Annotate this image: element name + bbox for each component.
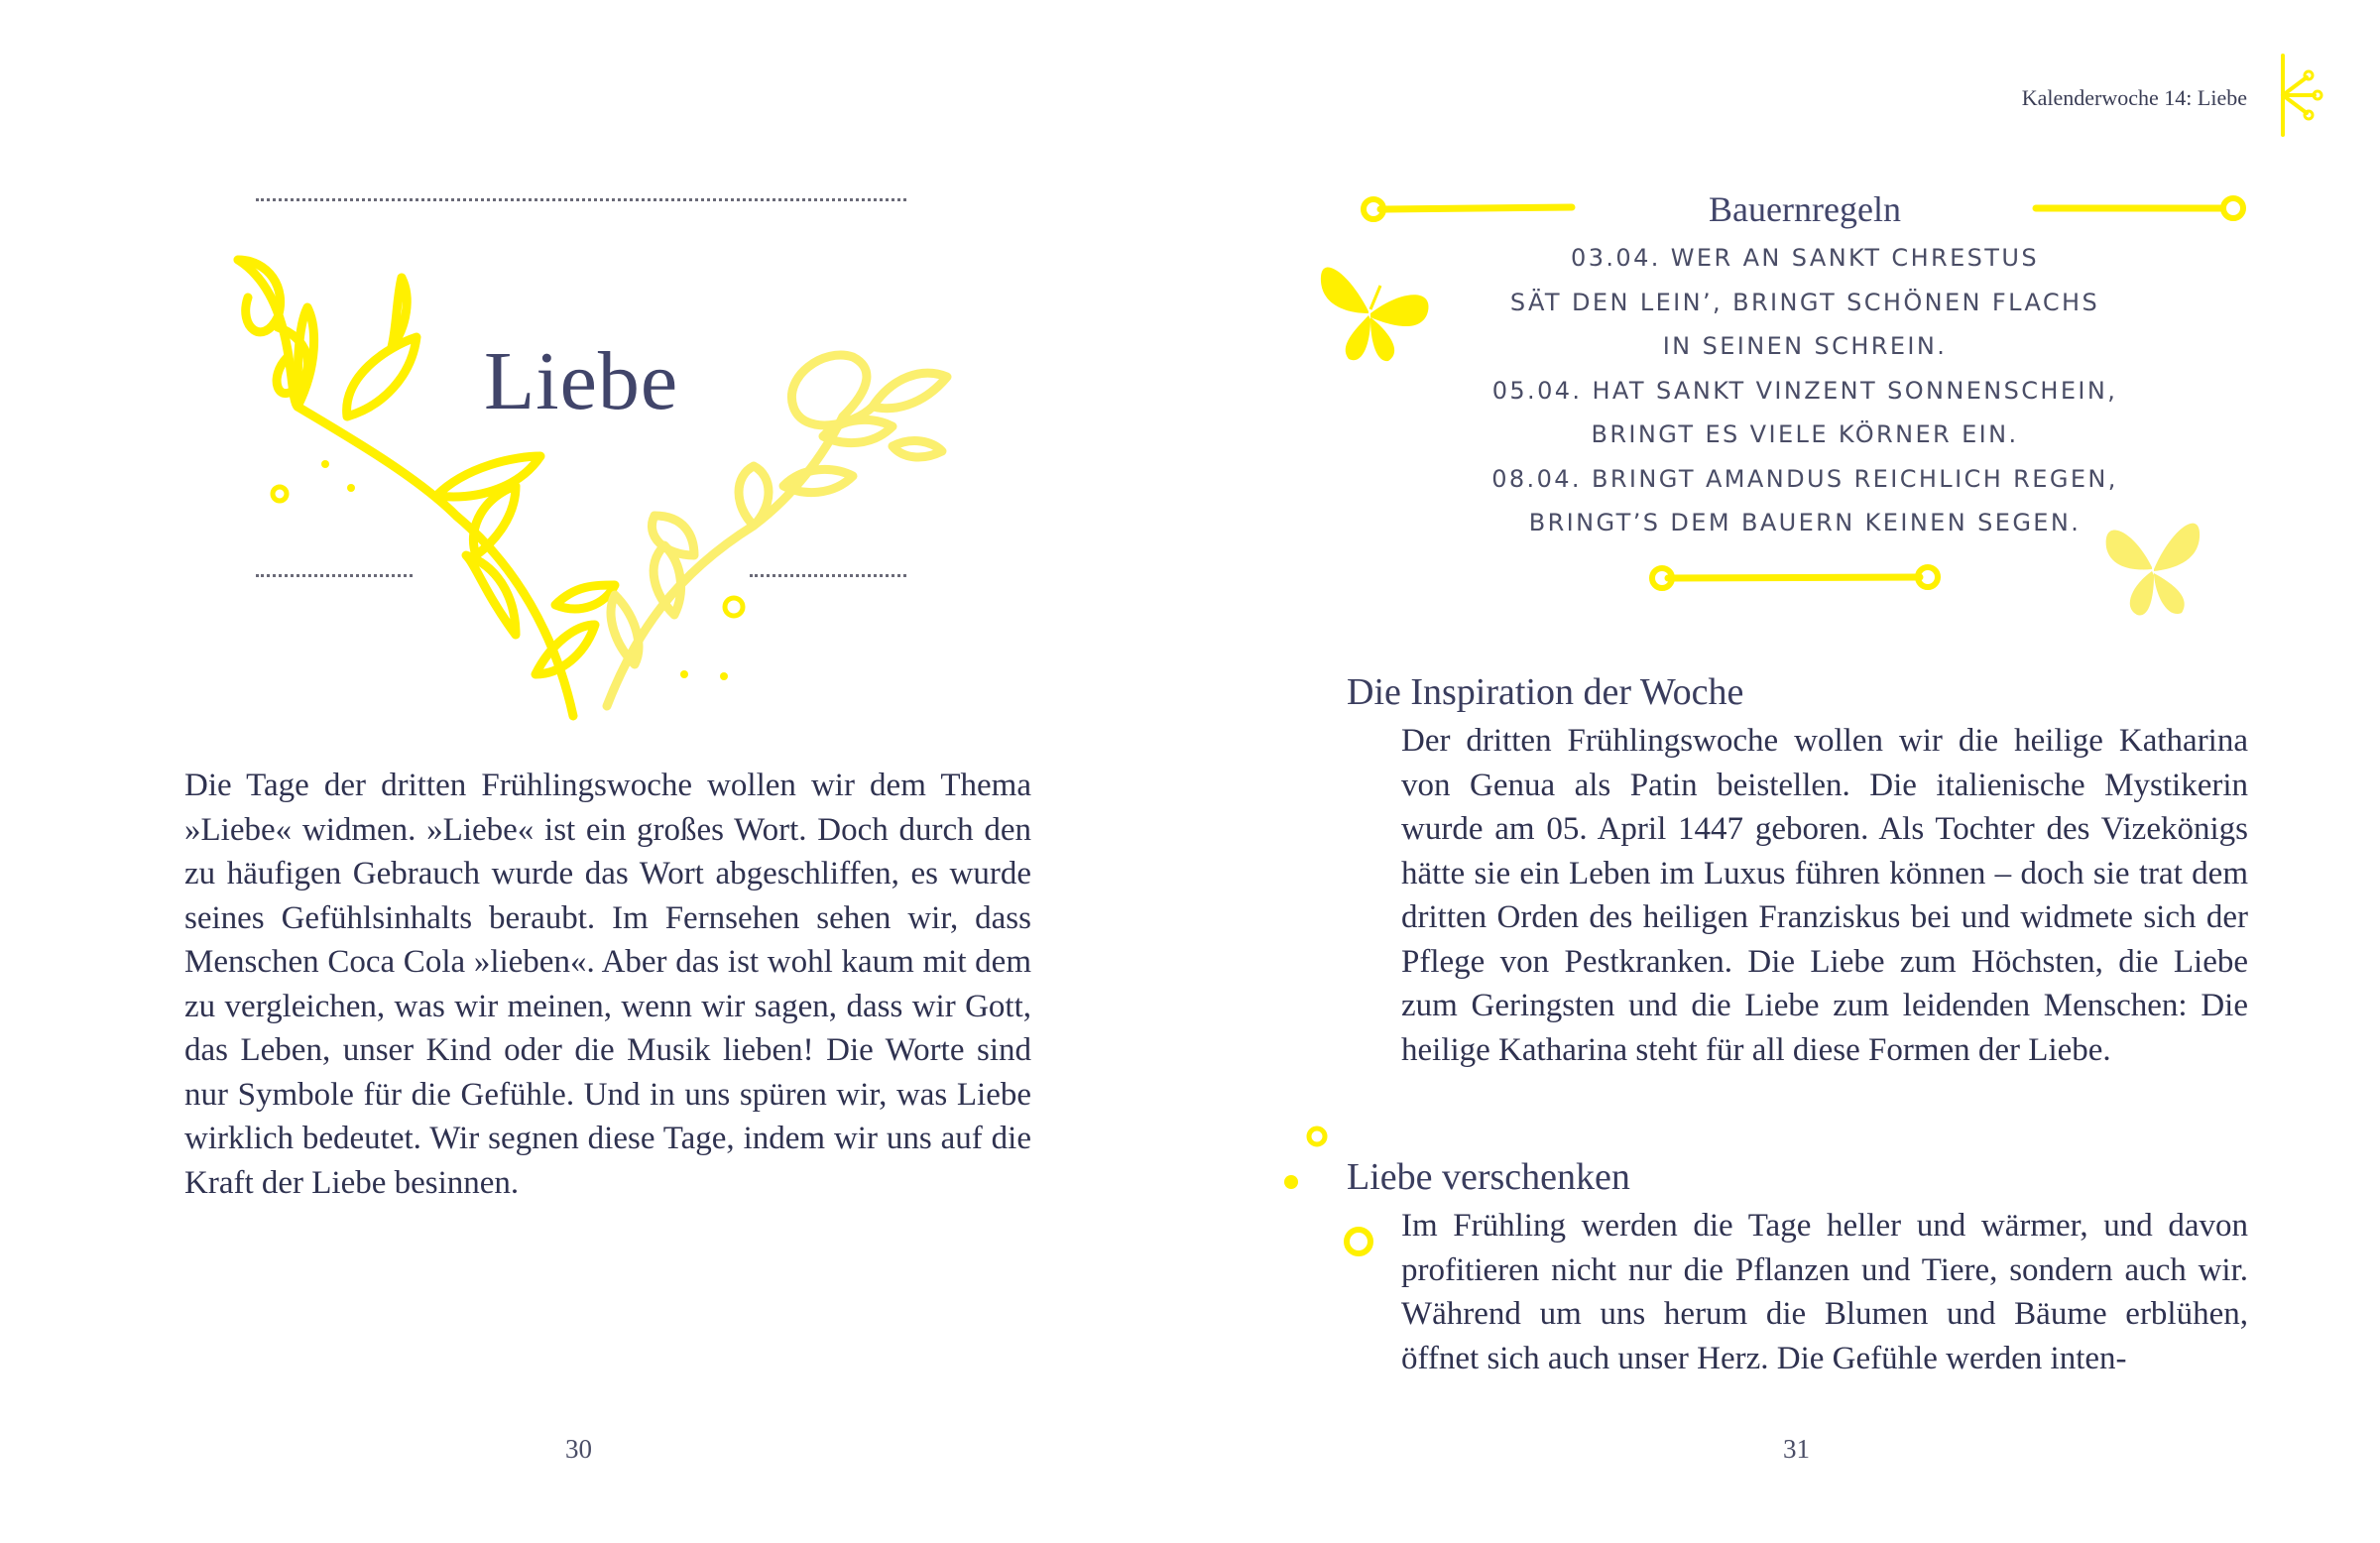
intro-paragraph: Die Tage der dritten Frühlingswoche wollen wir dem Thema »Liebe« widmen. »Liebe« ist ein großes Wort. Doch durch den zu häufigen Gebrauch wurde das Wort abgeschliffen, es wurde seines Gefühlsinhalts beraubt. Im Fernsehen sehen wir, dass Menschen Coca Cola »lieben«. Aber das ist wohl kaum mit dem zu vergleichen, was wir meinen, wenn wir sagen, dass wir Gott, das Leben, unser Kind oder die Musik lieben! Die Worte sind nur Symbole für die Gefühle. Und in uns spüren wir, was Liebe wirklich bedeutet. Wir segnen diese Tage, indem wir uns auf die Kraft der Liebe besinnen. — [184, 768, 1031, 1201]
bauernregel-line: IN SEINEN SCHREIN. — [1662, 332, 1948, 360]
bauernregeln-bottom-bar-icon — [1646, 563, 1944, 593]
decorative-dots-icon — [1279, 1121, 1339, 1259]
verschenken-heading: Liebe verschenken — [1347, 1156, 1630, 1198]
verschenken-paragraph: Im Frühling werden die Tage heller und wärmer, und davon profitieren nicht nur die Pflanzen und Tiere, sondern auch wir. Während um uns herum die Blumen und Bäume erblühen, öffnet sich auch unser Herz. Die Gefühle werden inten- — [1401, 1208, 2248, 1376]
bauernregel-line: 05.04. HAT SANKT VINZENT SONNENSCHEIN, — [1491, 376, 2118, 405]
inspiration-heading: Die Inspiration der Woche — [1347, 671, 1744, 713]
section-mark-icon — [2271, 52, 2330, 141]
chapter-title: Liebe — [484, 335, 679, 427]
bauernregel-line: SÄT DEN LEIN’, BRINGT SCHÖNEN FLACHS — [1509, 288, 2100, 316]
bauernregeln-title: Bauernregeln — [1709, 189, 1901, 229]
page-number-right: 31 — [1783, 1434, 1810, 1464]
bauernregeln-list — [1458, 236, 2152, 545]
bauernregel-line: 03.04. WER AN SANKT CHRESTUS — [1571, 244, 2039, 272]
running-head: Kalenderwoche 14: Liebe — [2021, 85, 2247, 110]
page-number-left: 30 — [565, 1434, 592, 1464]
inspiration-paragraph: Der dritten Frühlingswoche wollen wir die heilige Katharina von Genua als Patin beistellen. Die italienische Mystikerin wurde am 05. April 1447 geboren. Als Tochter des Vizekönigs hätte sie ein Leben im Luxus führen können – doch sie trat dem dritten Orden des heiligen Franziskus bei und widmete sich der Pflege von Pestkranken. Die Liebe zum Höchsten, die Liebe zum Geringsten und die Liebe zum leidenden Menschen: Die heilige Katharina steht für all diese Formen der Liebe. — [1401, 723, 2248, 1068]
butterfly-icon — [1309, 252, 1438, 371]
bauernregel-line: BRINGT ES VIELE KÖRNER EIN. — [1591, 420, 2019, 448]
bauernregel-line: 08.04. BRINGT AMANDUS REICHLICH REGEN, — [1491, 464, 2118, 493]
bauernregel-line: BRINGT’S DEM BAUERN KEINEN SEGEN. — [1528, 509, 2082, 536]
bauernregeln-top-left-bar-icon — [1359, 194, 1577, 224]
bauernregeln-top-right-bar-icon — [2031, 194, 2249, 224]
